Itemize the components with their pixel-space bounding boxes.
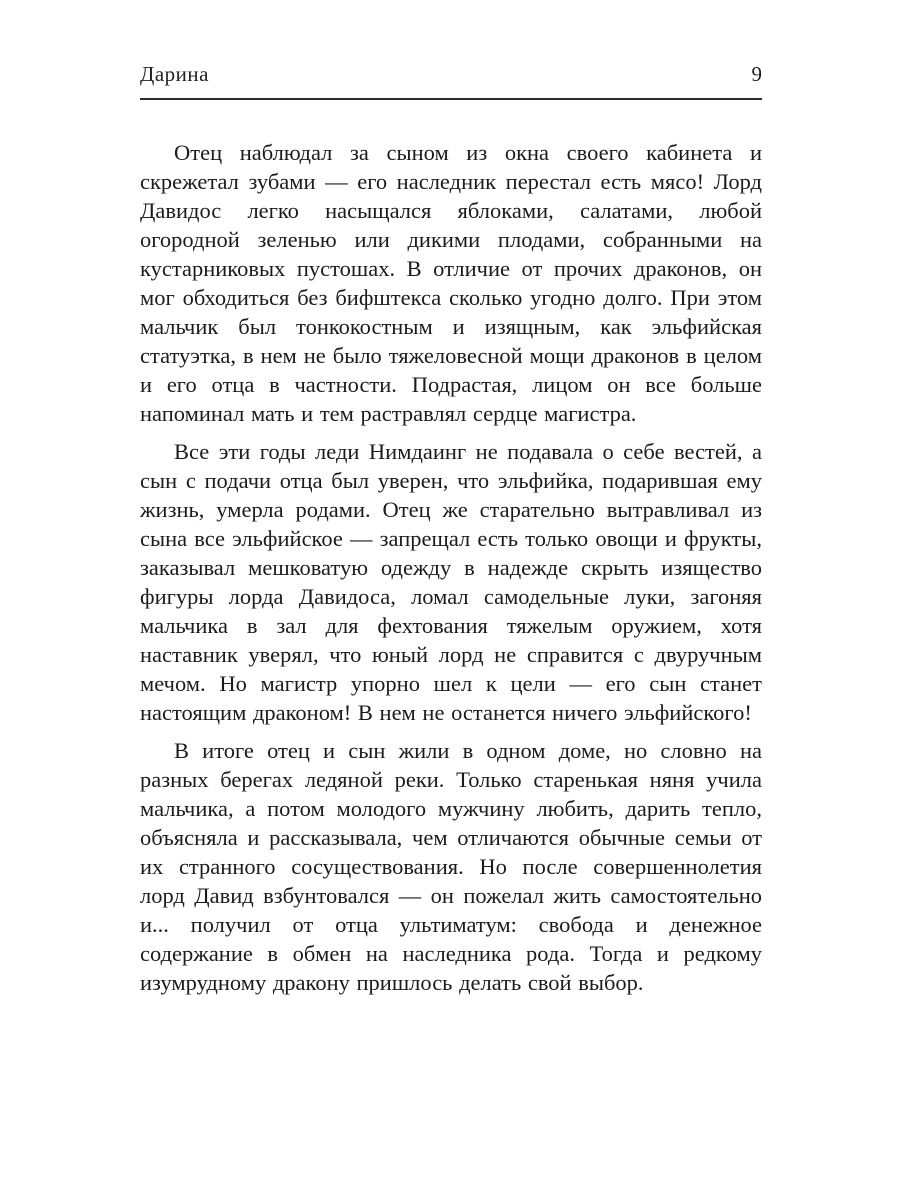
paragraph: Все эти годы леди Нимдаинг не подавала о себе вестей, а сын с подачи отца был уверен, что эльфийка, подарившая ему жизнь, умерла родами. Отец же старательно вытравливал из сына все эльфийское — запрещал есть только овощи и фрукты, заказывал мешковатую одежду в надежде скрыть изящество фигуры лорда Давидоса, ломал самодельные луки, загоняя мальчика в зал для фехтования тяжелым оружием, хотя наставник уверял, что юный лорд не справится с двуручным мечом. Но магистр упорно шел к цели — его сын станет настоящим драконом! В нем не останется ничего эльфийского! [140,439,762,725]
page-number: 9 [751,62,762,86]
paragraph: Отец наблюдал за сыном из окна своего кабинета и скрежетал зубами — его наследник перестал есть мясо! Лорд Давидос легко насыщался яблоками, салатами, любой огородной зеленью или дикими плодами, собранными на кустарниковых пустошах. В отличие от прочих драконов, он мог обходиться без бифштекса сколько угодно долго. При этом мальчик был тонкокостным и изящным, как эльфийская статуэтка, в нем не было тяжеловесной мощи драконов в целом и его отца в частности. Подрастая, лицом он все больше напоминал мать и тем растравлял сердце магистра. [140,140,762,426]
page-text [140,138,762,997]
paragraph: В итоге отец и сын жили в одном доме, но словно на разных берегах ледяной реки. Только старенькая няня учила мальчика, а потом молодого мужчину любить, дарить тепло, объясняла и рассказывала, чем отличаются обычные семьи от их странного сосуществования. Но после совершеннолетия лорд Давид взбунтовался — он пожелал жить самостоятельно и... получил от отца ультиматум: свобода и денежное содержание в обмен на наследника рода. Тогда и редкому изумрудному дракону пришлось делать свой выбор. [140,738,762,995]
running-header [140,62,762,100]
running-title: Дарина [140,62,209,86]
